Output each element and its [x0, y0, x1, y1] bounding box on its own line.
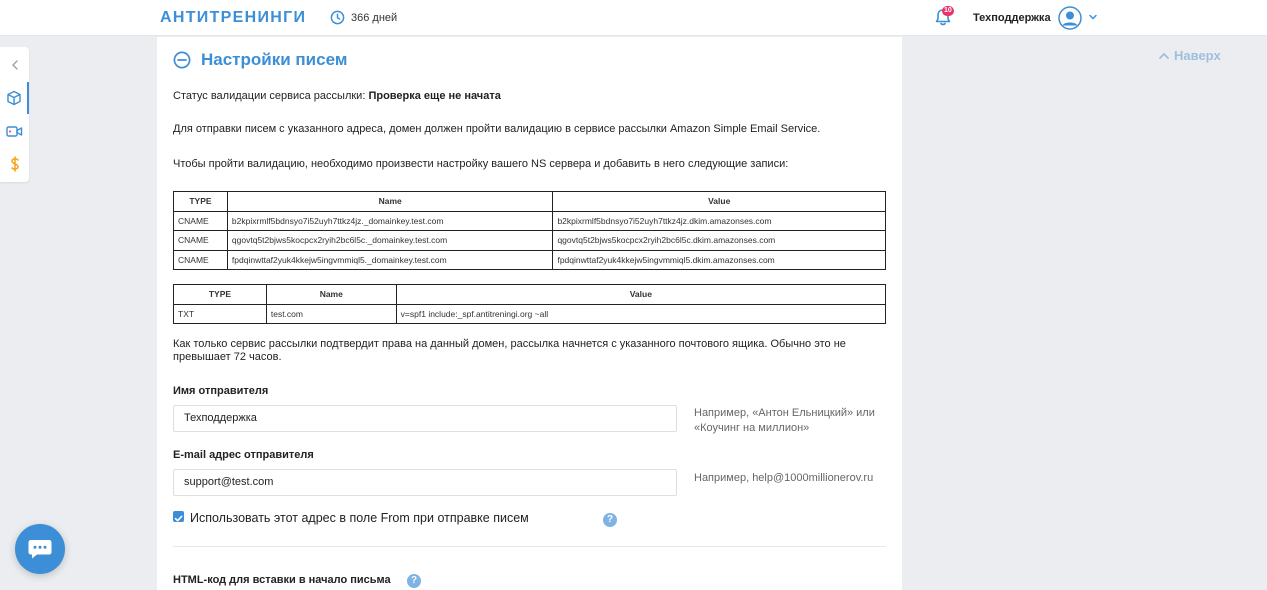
record-name[interactable]: fpdqinwttaf2yuk4kkejw5ingvmmiql5._domainkey.test.com	[227, 250, 553, 270]
sidebar-item-courses[interactable]	[0, 82, 29, 114]
cube-icon	[6, 90, 22, 106]
chevron-up-icon	[1158, 51, 1170, 60]
record-type: CNAME	[174, 231, 228, 251]
days-counter-label: 366 дней	[351, 11, 398, 24]
chevron-down-icon[interactable]	[1088, 12, 1098, 22]
record-type: CNAME	[174, 250, 228, 270]
record-type: TXT	[174, 304, 267, 324]
record-name[interactable]: qgovtq5t2bjws5kocpcx2ryih2bc6l5c._domainkey.test.com	[227, 231, 553, 251]
help-icon[interactable]: ?	[407, 574, 421, 588]
table-header-row	[174, 192, 886, 212]
collapse-icon[interactable]	[173, 51, 191, 69]
chevron-left-icon	[10, 59, 20, 71]
record-value[interactable]: b2kpixrmlf5bdnsyo7i52uyh7ttkz4jz.dkim.amazonses.com	[553, 211, 886, 231]
sender-name-hint	[694, 406, 875, 436]
table-header: Value	[553, 192, 886, 212]
record-name[interactable]: b2kpixrmlf5bdnsyo7i52uyh7ttkz4jz._domainkey.test.com	[227, 211, 553, 231]
status-value: Проверка еще не начата	[368, 90, 501, 102]
days-counter	[330, 10, 397, 25]
record-value[interactable]: fpdqinwttaf2yuk4kkejw5ingvmmiql5.dkim.amazonses.com	[553, 250, 886, 270]
chat-bubble-icon	[27, 537, 53, 561]
dollar-icon	[10, 156, 20, 172]
notification-badge: 10	[944, 7, 952, 14]
sender-name-input[interactable]: Техподдержка	[173, 405, 677, 432]
cname-records-table	[173, 191, 886, 270]
left-rail	[0, 47, 29, 182]
notifications-button[interactable]	[934, 8, 954, 28]
sidebar-item-webinars[interactable]	[0, 115, 29, 147]
record-value[interactable]: qgovtq5t2bjws5kocpcx2ryih2bc6l5c.dkim.amazonses.com	[553, 231, 886, 251]
help-icon[interactable]: ?	[603, 513, 617, 527]
intro-text: Для отправки писем с указанного адреса, домен должен пройти валидацию в сервисе рассылки Amazon Simple Email Service.	[173, 123, 821, 135]
txt-records-table	[173, 284, 886, 324]
table-header: Name	[266, 285, 396, 305]
table-header: Name	[227, 192, 553, 212]
sidebar-item-finance[interactable]	[0, 148, 29, 180]
record-type: CNAME	[174, 211, 228, 231]
checkmark-icon	[173, 513, 184, 524]
after-note: Как только сервис рассылки подтвердит права на данный домен, рассылка начнется с указанного почтового ящика. Обычно это не превышает 72 часов.	[173, 338, 846, 363]
sender-name-hint-line: «Коучинг на миллион»	[694, 422, 810, 434]
top-header	[0, 0, 1267, 36]
chat-button[interactable]	[15, 524, 65, 574]
back-to-top-label: Наверх	[1174, 48, 1221, 63]
table-row	[174, 231, 886, 251]
sender-email-input[interactable]: support@test.com	[173, 469, 677, 496]
section-header[interactable]	[173, 50, 347, 70]
table-header-row	[174, 285, 886, 305]
use-from-checkbox[interactable]	[173, 511, 184, 522]
logo[interactable]: АНТИТРЕНИНГИ	[160, 9, 307, 26]
user-name[interactable]: Техподдержка	[973, 12, 1051, 24]
avatar[interactable]	[1058, 6, 1082, 30]
sender-email-hint: Например, help@1000millionerov.ru	[694, 472, 874, 484]
section-title: Настройки писем	[201, 50, 348, 69]
html-code-label: HTML-код для вставки в начало письма	[173, 574, 391, 586]
video-camera-icon	[6, 125, 23, 138]
record-value[interactable]: v=spf1 include:_spf.antitreningi.org ~all	[396, 304, 885, 324]
sender-name-hint-line: Например, «Антон Ельницкий» или	[694, 407, 875, 419]
use-from-label[interactable]: Использовать этот адрес в поле From при отправке писем	[190, 511, 529, 525]
sender-name-label: Имя отправителя	[173, 385, 269, 397]
table-header: Value	[396, 285, 885, 305]
table-header: TYPE	[174, 285, 267, 305]
clock-icon	[330, 10, 345, 25]
collapse-rail-button[interactable]	[0, 49, 29, 81]
table-row	[174, 211, 886, 231]
validation-status	[173, 90, 501, 103]
back-to-top-button[interactable]	[1158, 48, 1221, 63]
instruction-text: Чтобы пройти валидацию, необходимо произвести настройку вашего NS сервера и добавить в него следующие записи:	[173, 158, 789, 170]
table-row	[174, 250, 886, 270]
table-header: TYPE	[174, 192, 228, 212]
sender-email-label: E-mail адрес отправителя	[173, 449, 314, 461]
record-name[interactable]: test.com	[266, 304, 396, 324]
status-prefix: Статус валидации сервиса рассылки:	[173, 90, 366, 102]
table-row	[174, 304, 886, 324]
divider	[173, 546, 886, 547]
